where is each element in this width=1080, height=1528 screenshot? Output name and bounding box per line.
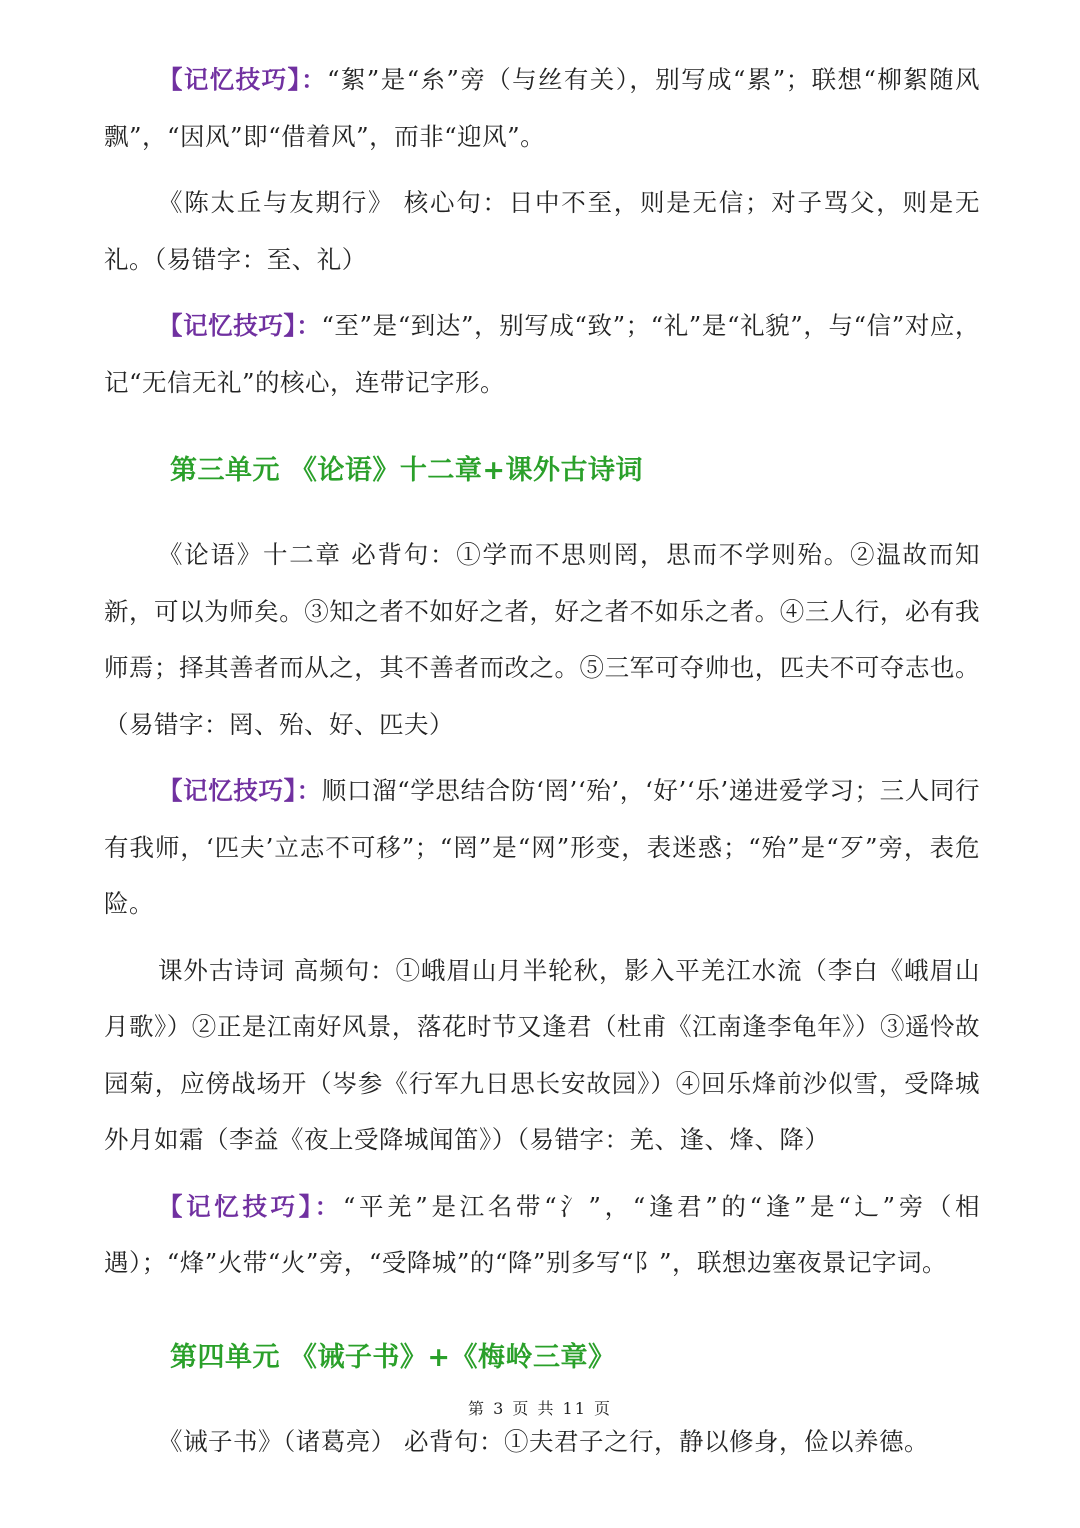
memory-tip-label: 【记忆技巧】：: [158, 776, 322, 805]
memory-tip-text: “平羌”是江名带“氵”，“逢君”的“逢”是“辶”旁（相遇）；“烽”火带“火”旁，“受降城”的“降”别多写“阝”，联想边塞夜景记字词。: [104, 1191, 981, 1277]
memory-tip-paragraph: [104, 1179, 980, 1292]
page-number: 第 3 页 共 11 页: [468, 1399, 612, 1418]
text-paragraph: 《论语》十二章 必背句：①学而不思则罔，思而不学则殆。②温故而知新，可以为师矣。③知之者不如好之者，好之者不如乐之者。④三人行，必有我师焉；择其善者而从之，其不善者而改之。⑤三军可夺帅也，匹夫不可夺志也。（易错字：罔、殆、好、匹夫）: [104, 540, 980, 739]
text-paragraph: 课外古诗词 高频句：①峨眉山月半轮秋，影入平羌江水流（李白《峨眉山月歌》）②正是江南好风景，落花时节又逢君（杜甫《江南逢李龟年》）③遥怜故园菊，应傍战场开（岑参《行军九日思长安故园》）④回乐烽前沙似雪，受降城外月如霜（李益《夜上受降城闻笛》）（易错字：羌、逢、烽、降）: [104, 955, 980, 1154]
memory-tip-label: 【记忆技巧】：: [158, 65, 327, 94]
text-paragraph: 《陈太丘与友期行》 核心句：日中不至，则是无信；对子骂父，则是无礼。（易错字：至、礼）: [104, 188, 980, 274]
unit-heading: 第四单元 《诫子书》+《梅岭三章》: [170, 1341, 616, 1373]
memory-tip-text: 顺口溜“学思结合防‘罔’‘殆’，‘好’‘乐’递进爱学习；三人同行有我师，‘匹夫’立志不可移”；“罔”是“网”形变，表迷惑；“殆”是“歹”旁，表危险。: [104, 776, 981, 918]
document-page: [104, 52, 980, 1470]
text-paragraph: 《诫子书》（诸葛亮） 必背句：①夫君子之行，静以修身，俭以养德。: [158, 1426, 930, 1456]
memory-tip-paragraph: [104, 763, 980, 933]
memory-tip-text: “至”是“到达”，别写成“致”；“礼”是“礼貌”，与“信”对应，记“无信无礼”的核心，连带记字形。: [104, 311, 980, 397]
memory-tip-label: 【记忆技巧】：: [158, 311, 322, 340]
memory-tip-paragraph: [104, 298, 980, 411]
memory-tip-paragraph: [104, 52, 980, 165]
memory-tip-label: 【记忆技巧】：: [158, 1191, 343, 1221]
unit-heading: 第三单元 《论语》十二章+课外古诗词: [170, 455, 644, 486]
memory-tip-text: “絮”是“糸”旁（与丝有关），别写成“累”；联想“柳絮随风飘”，“因风”即“借着风”，而非“迎风”。: [104, 65, 980, 151]
